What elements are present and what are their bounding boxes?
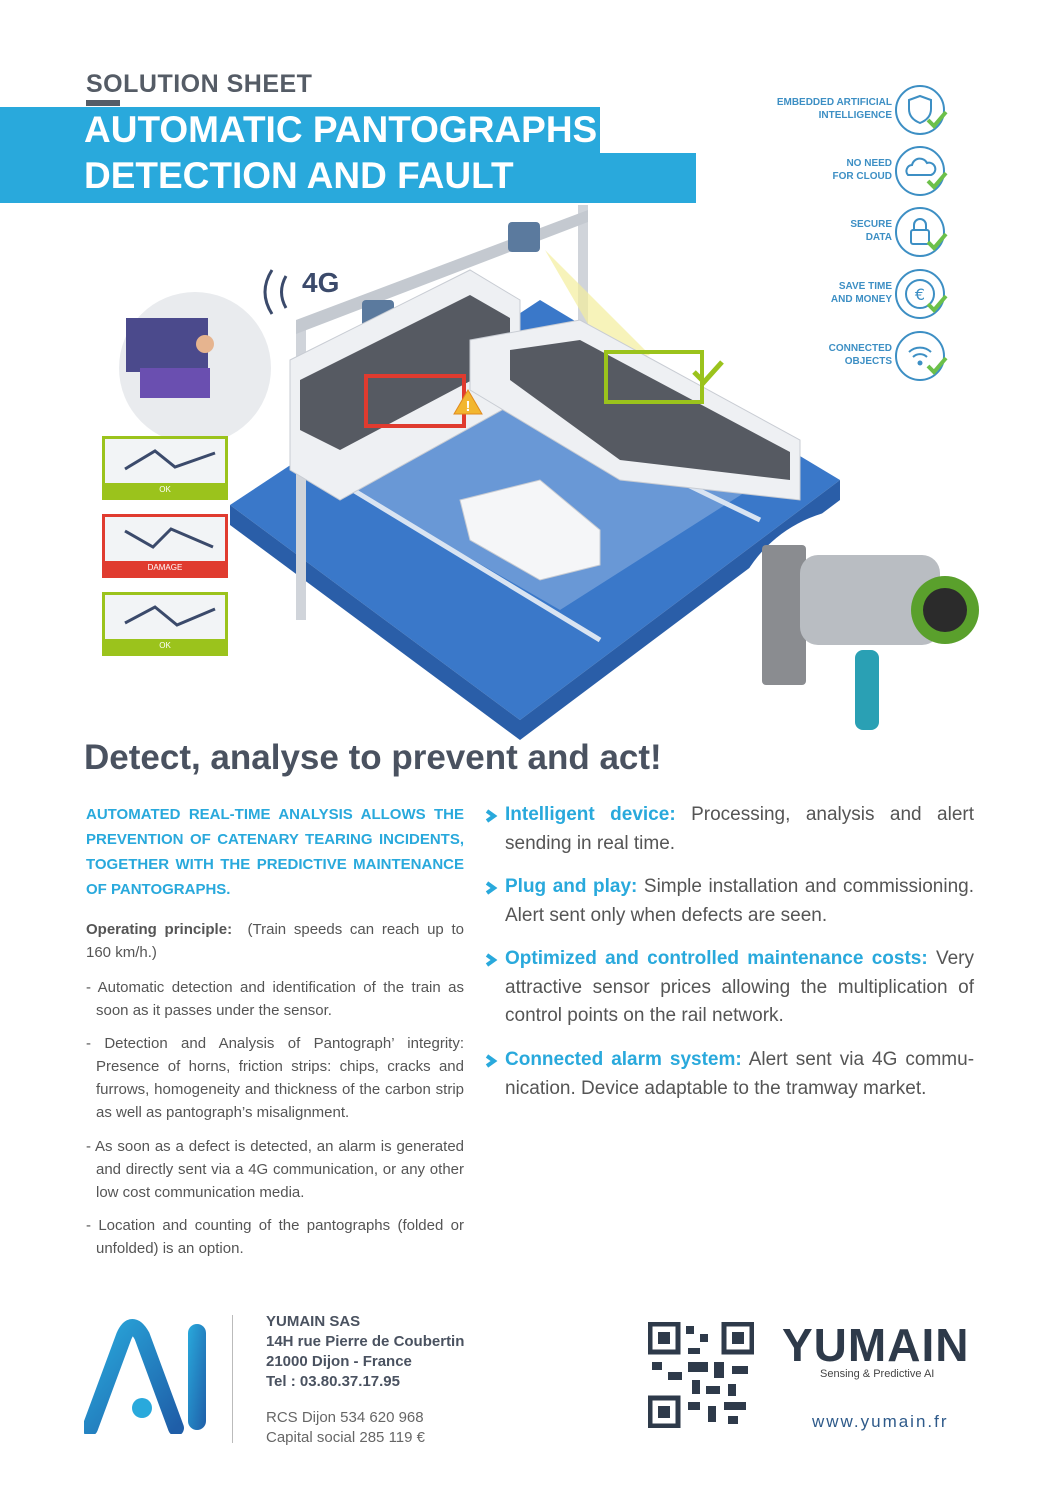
benefit-plug-and-play [484, 873, 974, 930]
operating-bullet-2: - Detection and Analysis of Pantograph’ integrity: Presence of horns, friction strips: chips, cracks and furrows, homogeneity and thickness of the carbon strip as well as pantograph’s misalignment. [86, 1035, 464, 1121]
feature-label-line1: SECURE [850, 219, 892, 230]
kicker-underline [86, 100, 120, 106]
chevron-right-icon [484, 809, 498, 823]
operator-desk [140, 368, 210, 398]
feature-label-line2: OBJECTS [844, 356, 892, 367]
benefit-text: Very attractive sensor prices allowing the multiplication of control points on the rail network. [505, 948, 974, 1026]
feature-label-line1: SAVE TIME [838, 281, 892, 292]
brand-wordmark: YUMAIN [782, 1319, 970, 1371]
svg-text:€: € [914, 285, 926, 304]
benefit-connected-alarm [484, 1046, 974, 1103]
footer-divider [232, 1315, 233, 1443]
sensor-module [762, 545, 806, 685]
company-capital: Capital social 285 119 € [266, 1429, 425, 1446]
qr-code-icon [648, 1322, 754, 1428]
benefit-text: Processing, analysis and alert sending in real time. [505, 804, 975, 854]
benefit-maintenance-costs [484, 945, 974, 1031]
status-card-ok-1 [102, 436, 228, 500]
svg-text:!: ! [465, 398, 471, 415]
operator-avatar [196, 335, 214, 353]
4g-label: 4G [302, 267, 340, 298]
title-line-1: AUTOMATIC PANTOGRAPHS [0, 107, 600, 153]
benefit-key: Connected alarm system: [505, 1049, 742, 1070]
status-card-damage [102, 514, 228, 578]
company-address [266, 1312, 464, 1392]
operating-bullet-4: - Location and counting of the pantographs (folded or unfolded) is an option. [86, 1217, 464, 1257]
headline: Detect, analyse to prevent and act! [84, 738, 662, 777]
chevron-right-icon [484, 953, 498, 967]
check-icon [694, 362, 722, 382]
feature-label-line1: EMBEDDED ARTIFICIAL [776, 97, 892, 108]
feature-label-line2: DATA [865, 232, 892, 243]
company-name: YUMAIN SAS [266, 1313, 361, 1330]
feature-label-line1: CONNECTED [828, 343, 892, 354]
status-card-label: OK [105, 639, 225, 653]
company-city: 21000 Dijon - France [266, 1353, 412, 1370]
operating-bullet-1: - Automatic detection and identification of the train as soon as it passes under the sensor. [86, 979, 464, 1019]
website-link[interactable]: www.yumain.fr [812, 1412, 949, 1431]
feature-label-line1: NO NEED [846, 158, 892, 169]
company-rcs: RCS Dijon 534 620 968 [266, 1409, 424, 1426]
status-card-label: OK [105, 483, 225, 497]
feature-label-line2: INTELLIGENCE [818, 110, 892, 121]
benefit-text: Simple installation and commissioning. Alert sent only when defects are seen. [505, 876, 974, 926]
chevron-right-icon [484, 1054, 498, 1068]
feature-embedded-ai [762, 84, 1032, 138]
pantograph-thumbnail-icon [105, 595, 225, 641]
cloud-icon [894, 145, 950, 199]
camera-mount [855, 650, 879, 730]
benefit-key: Intelligent device: [505, 804, 676, 825]
pantograph-thumbnail-icon [105, 517, 225, 563]
lead-paragraph: AUTOMATED REAL-TIME ANALYSIS ALLOWS THE PREVENTION OF CATENARY TEARING INCIDENTS, TOGETHER WITH THE PREDICTIVE MAINTENANCE OF PANTOGRAPHS. [86, 806, 464, 898]
title-line-2: DETECTION AND FAULT ANALYSIS [0, 153, 696, 203]
company-tel: Tel : 03.80.37.17.95 [266, 1373, 400, 1390]
feature-save-time [762, 268, 1032, 322]
status-card-label: DAMAGE [105, 561, 225, 575]
solution-sheet-kicker: SOLUTION SHEET [86, 70, 313, 98]
ai-logo [84, 1316, 214, 1434]
feature-label-line2: FOR CLOUD [832, 171, 892, 182]
benefit-key: Plug and play: [505, 876, 638, 897]
camera-right-icon [508, 222, 540, 252]
monitor-wall [126, 318, 208, 372]
camera-lens [923, 588, 967, 632]
feature-label-line2: AND MONEY [830, 294, 892, 305]
lock-icon [894, 206, 950, 260]
brand-tagline: Sensing & Predictive AI [820, 1368, 935, 1380]
benefit-intelligent-device [484, 801, 974, 858]
euro-icon [894, 268, 950, 322]
feature-connected-objects [762, 330, 1032, 384]
wifi-icon [894, 330, 950, 384]
operating-bullet-3: - As soon as a defect is detected, an alarm is generated and directly sent via a 4G communication, or any other low cost communication media. [86, 1138, 464, 1201]
benefit-key: Optimized and controlled maintenance costs: [505, 948, 928, 969]
chevron-right-icon [484, 881, 498, 895]
shield-ai-icon [894, 84, 950, 138]
company-street: 14H rue Pierre de Coubertin [266, 1333, 465, 1350]
status-card-ok-2 [102, 592, 228, 656]
operating-label: Operating principle: [86, 921, 233, 938]
pantograph-thumbnail-icon [105, 439, 225, 485]
company-legal [266, 1408, 425, 1448]
signal-wave-icon [265, 270, 272, 314]
feature-no-cloud [762, 145, 1032, 199]
operating-text: (Train speeds can reach up to 160 km/h.) [86, 921, 464, 961]
feature-secure-data [762, 206, 1032, 260]
operating-principle [86, 918, 464, 964]
benefit-text: Alert sent via 4G communication. Device adaptable to the tramway market. [505, 1049, 975, 1099]
